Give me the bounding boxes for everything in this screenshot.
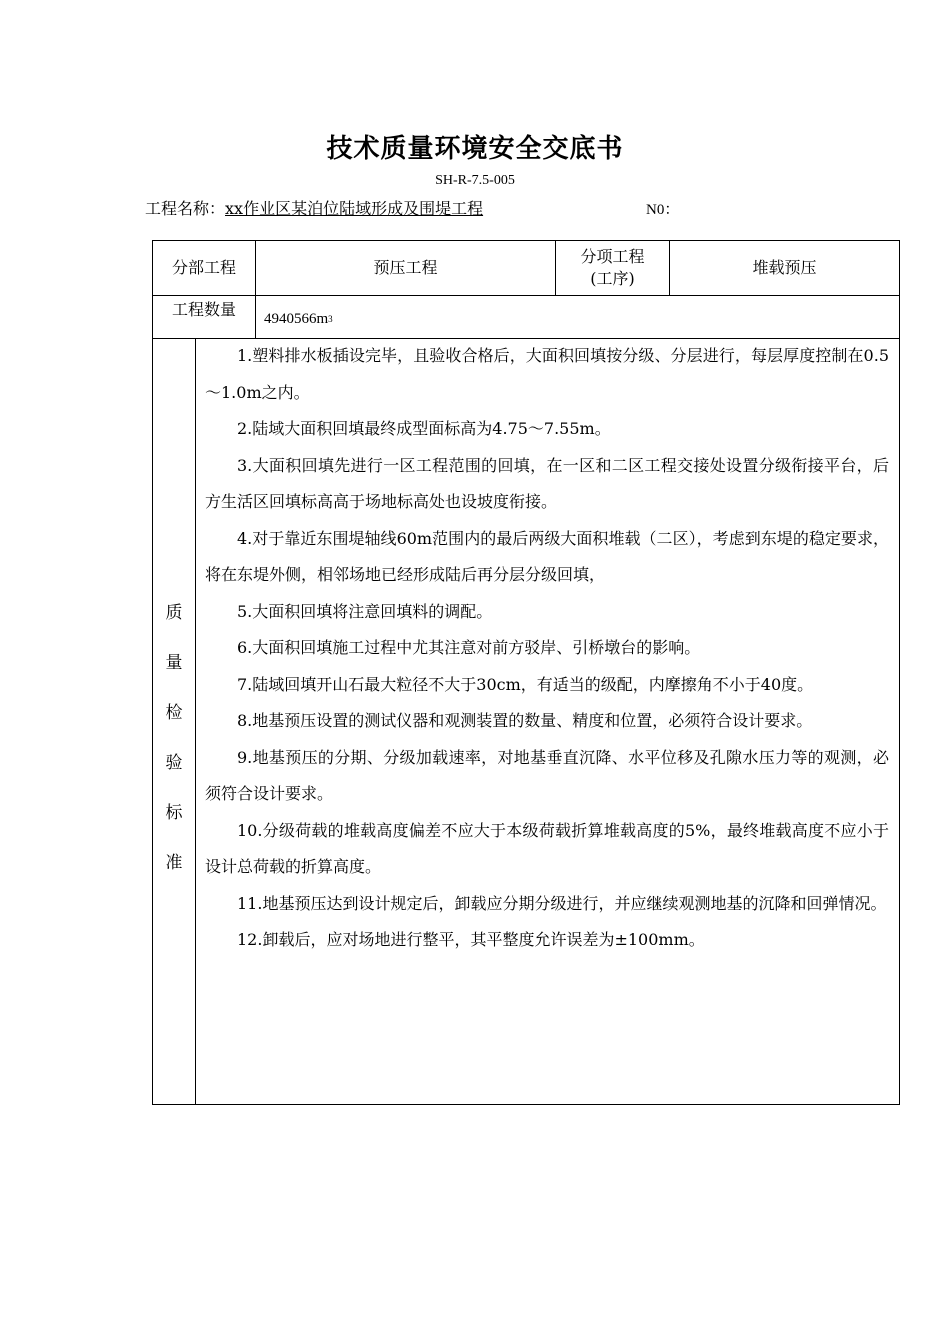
sub-project-label: 分部工程	[171, 258, 236, 277]
standard-item: 7.陆域回填开山石最大粒径不大于30cm，有适当的级配，内摩擦角不小于40度。	[237, 674, 814, 694]
section-label-char: 检	[165, 703, 183, 723]
table-column-divider	[195, 338, 196, 1105]
quantity-value: 4940566m	[264, 311, 329, 327]
project-label: 工程名称：	[145, 199, 226, 218]
item-label	[556, 241, 669, 295]
standard-item: 8.地基预压设置的测试仪器和观测装置的数量、精度和位置，必须符合设计要求。	[237, 711, 813, 730]
quantity-label: 工程数量	[171, 300, 236, 319]
table-row-divider	[152, 295, 900, 296]
section-label-char: 量	[165, 653, 183, 673]
standard-item: 11.地基预压达到设计规定后，卸载应分期分级进行，并应继续观测地基的沉降和回弹情况。	[237, 893, 887, 913]
section-label-char: 标	[165, 803, 183, 823]
standard-item: 10.分级荷载的堆载高度偏差不应大于本级荷载折算堆载高度的5%，最终堆载高度不应小于设计总荷载的折算高度。	[205, 820, 889, 876]
section-label-char: 质	[165, 603, 183, 623]
quality-standards-list	[205, 338, 889, 959]
project-line	[145, 196, 483, 219]
standard-item: 4.对于靠近东围堤轴线60m范围内的最后两级大面积堆载（二区），考虑到东堤的稳定要求，将在东堤外侧，相邻场地已经形成陆后再分层分级回填，	[205, 528, 889, 584]
document-code: SH-R-7.5-005	[435, 173, 515, 188]
section-label-char: 准	[165, 853, 183, 873]
standard-item: 2.陆域大面积回填最终成型面标高为4.75～7.55m。	[237, 419, 611, 438]
standard-item: 5.大面积回填将注意回填料的调配。	[237, 601, 493, 621]
standard-item: 1.塑料排水板插设完毕，且验收合格后，大面积回填按分级、分层进行，每层厚度控制在0.5～1.0m之内。	[205, 346, 889, 402]
document-title: 技术质量环境安全交底书	[326, 134, 624, 164]
quality-standard-label	[153, 340, 195, 1104]
item-value: 堆载预压	[752, 258, 817, 277]
quantity-unit-superscript: 3	[328, 314, 333, 324]
standard-item: 6.大面积回填施工过程中尤其注意对前方驳岸、引桥墩台的影响。	[237, 638, 701, 657]
section-label-char: 验	[165, 753, 183, 773]
standard-item: 9.地基预压的分期、分级加载速率，对地基垂直沉降、水平位移及孔隙水压力等的观测，必须符合设计要求。	[205, 747, 889, 803]
item-label-line1: 分项工程	[580, 247, 645, 266]
quantity-value-cell	[264, 306, 333, 332]
project-name: xx作业区某泊位陆域形成及围堤工程	[225, 199, 484, 218]
standard-item: 3.大面积回填先进行一区工程范围的回填，在一区和二区工程交接处设置分级衔接平台，后方生活区回填标高高于场地标高处也设坡度衔接。	[205, 455, 889, 511]
sub-project-value: 预压工程	[373, 258, 438, 277]
document-number-label: N0：	[646, 202, 680, 218]
item-label-line2: (工序)	[590, 269, 635, 288]
standard-item: 12.卸载后，应对场地进行整平，其平整度允许误差为±100mm。	[237, 930, 705, 949]
